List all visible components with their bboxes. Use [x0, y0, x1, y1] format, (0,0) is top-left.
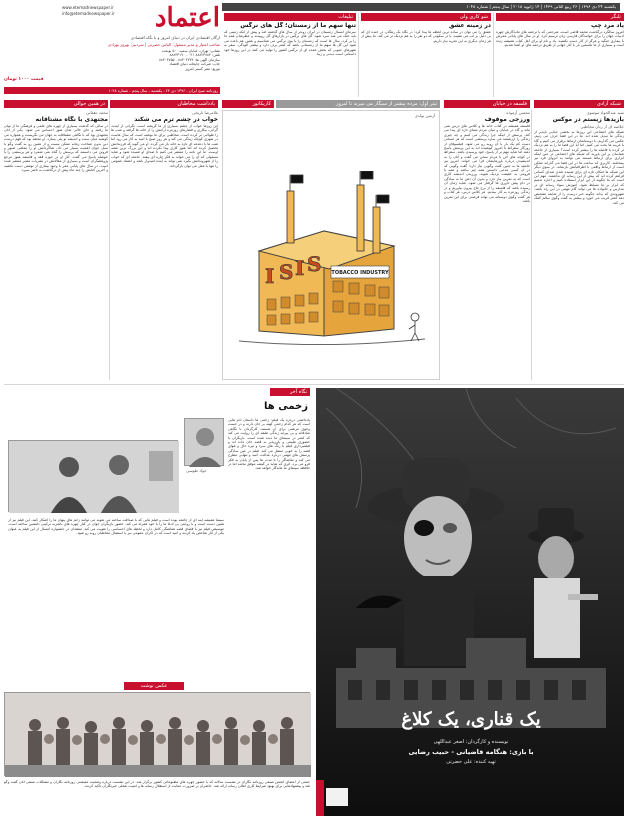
credit-line: تهیه کننده: علی حضرتی	[446, 759, 496, 765]
article-title[interactable]: تنها سهم ما از زمستان؛ گل های نرگس	[240, 22, 356, 29]
photo-icon	[9, 441, 179, 513]
section-label: تلنگر	[496, 13, 624, 21]
movie-poster	[316, 388, 624, 816]
cartoon-title: تیتر اول: مرده پیشتر از سیگار می میرند تا امروز	[276, 100, 440, 108]
article-body: شبکه های اجتماعی این روزها به بخشی جدایی ناپذیر از زندگی ما تبدیل شده اند. ما در این فضا حرف می زنیم، عکس می گذاریم، با دوستانمان ارتباط برقرار می کنیم و گاه با غریبه ها بحث می کنیم. اما آیا این فضا ما را به هم نزدیک تر کرده یا فاصله ها را بیشتر کرده است؟ بسیاری از جامعه شناسان بر این باورند که شبکه های اجتماعی در عین اینکه ابزاری برای ارتباط هستند می توانند به انزوای فرد نیز بینجامند. کاربری که ساعت ها در این فضا می گذراند ممکن است از ارتباط واقعی با اطرافیانش بازبماند. در سوی دیگر این شبکه ها امکان تازه ای برای شنیده شدن صدای کسانی فراهم کرده اند که پیش از این رسانه ای نداشتند. مهم این است که ما چگونه از این ابزار استفاده کنیم و اجازه ندهیم که ابزار بر ما مسلط شود. آموزش سواد رسانه ای در مدارس و خانواده ها می تواند گام مهمی در این راه باشد. شهروندی که بداند چگونه خبر درست را از شایعه تشخیص دهد کمتر فریب می خورد و بیشتر به گفت وگوی سالم کمک می کند.	[534, 130, 624, 205]
article-title[interactable]: در زمینه عشق	[448, 22, 491, 29]
photo-caption: جمعی از اعضای انجمن صنفی روزنامه نگاران در نشست سالانه که با حضور چهره های مطبوعاتی کشور برگزار شد. در این نشست درباره وضعیت معیشتی روزنامه نگاران و مشکلات صنفی آنان گفت وگو شد و پیشنهادهایی برای بهبود شرایط کاری اهالی رسانه ارائه شد. حاضران بر ضرورت حمایت از استقلال رسانه ها و امنیت شغلی خبرنگاران تاکید کردند.	[4, 780, 310, 789]
article-title[interactable]: بازیدها زیستم در موکس	[552, 116, 624, 123]
author-caption: جواد طوسی	[186, 468, 207, 473]
section-label: شو کاری ولی	[361, 13, 491, 21]
cartoon-box	[222, 110, 440, 380]
article-title[interactable]: یاد مرد چپ	[591, 22, 624, 29]
article-body: یادداشتی درباره یک فیلم: زخمی ها داستان آدم هایی است که هر کدام زخمی کهنه بر جان دارند و در جست وجوی مرهمی برای آن هستند. کارگردان با نگاهی صادقانه و بی پیرایه زندگی طبقه ای را روایت می کند که کمتر در سینمای ما دیده شده است. بازیگران با حضوری طبیعی و باورپذیر به قصه جان داده اند و فیلمبرداری فیلم با رنگ های سرد و تیره حال و هوای قصه را به خوبی منتقل می کند. فیلم در عین سادگی پرسش های مهمی درباره عدالت، امید و تنهایی مطرح می کند و تماشاگر را تا مدت ها پس از پایان به فکر فرو می برد. اثری که شاید در گیشه موفق نباشد اما در حافظه سینمای ما ماندگار خواهد شد.	[228, 418, 310, 471]
divider	[109, 110, 110, 380]
building-letter: I	[295, 256, 305, 280]
article-body: امروز سالگرد درگذشت محمد قاضی است، مترجمی که با ترجمه های ماندگارش چهره ادبیات جهان را برای خوانندگان فارسی زبان ترسیم کرد. او در سال های پایانی عمرش با بیماری جنگید و هرگز از کار دست نکشید. یاد و نام او برای اهل کتاب همیشه زنده است و بسیاری از ما نخستین بار با آثار جهانی از طریق ترجمه های او آشنا شدیم.	[496, 30, 624, 48]
contact-list	[4, 49, 220, 71]
contact-line: نشانی: تهران، خیابان سمیه ۵۰۰ نوبخت	[161, 49, 220, 53]
negah-section	[4, 388, 310, 678]
article-body: عشق را می توان در ساده ترین لحظه ها پیدا کرد؛ در نگاه یک رهگذر، در خنده ای که بی دلیل بر لب می نشیند، یا در سکوتی که دو نفر را به هم نزدیک تر می کند. ما بیش از هر زمان دیگری به این تجربه نیاز داریم.	[361, 30, 491, 43]
building-letter: I	[265, 264, 275, 288]
poster-title: یک قناری، یک کلاغ	[401, 709, 541, 730]
website[interactable]: www.etemadnewspaper.ir	[62, 5, 114, 10]
slogan: ارگان اقتصادی ایران در دنیای امروز و با نگاه اقتصادی	[130, 35, 220, 40]
article-hamin	[4, 110, 108, 380]
logo: اعتماد	[154, 3, 220, 33]
section-label: نگاه آخر	[270, 388, 310, 396]
group-photo	[4, 692, 310, 776]
credit-line: با بازی: هنگامه قاضیانی - حبیب رضایی	[408, 748, 534, 756]
poster-logo	[326, 788, 348, 806]
section-label-hamin: در همین حوالی	[4, 100, 108, 108]
article-body: سرمای امسال زمستان در ایران زودتر از سال های گذشته آمد و پیش از آنکه زمینی که باید خنک می شد سرد شود، گل های نرگس در بازارهای گل روییدند و عطرشان همه جا را پر کرد. سال ها است که زمستان را با بوی نرگس می شناسیم و همین هم باعث می شود این گل ها سهم ما از زمستانی باشد که کمتر برف دارد و بیشتر آلودگی. سفر به شهرهای جنوبی که بخش عمده ای از نرگس کشور را تولید می کنند در این روزها خود داستانی است دیدنی و زیبا.	[224, 30, 356, 57]
article-title[interactable]: خواب در چشم ترم می شکند	[134, 116, 218, 123]
poster-credits	[356, 738, 586, 767]
article-body: این روزها خواب از چشم بسیاری از ما گریخته است. نگرانی از آینده، گرانی، بیکاری و فشارهای روزمره آرامش را از خانه ها گرفته و شب ها را طولانی تر کرده است. مخاطبی برای ما نوشته است که سال هاست در شهری کوچک زندگی می کند و هر روز صبح با امید به کار می رود اما شب ها با دغدغه ای تازه به خانه باز می گردد. او می گوید که فرزندانش تحصیل کرده اند اما هنوز کاری پیدا نکرده اند و این بزرگ ترین غصه اوست. ما این نامه را منتشر می کنیم تا صدای او شنیده شود و شاید مسئولی که آن را می خواند به فکر چاره ای بیفتد. جامعه ای که خواب را از شهروندانش بگیرد نمی تواند به آینده امیدوار باشد و اعتماد عمومی را تنها با عمل می توان بازگرداند.	[111, 124, 218, 168]
author-portrait	[184, 418, 224, 466]
date-strip: روزنامه صبح ایران - ۱۳۹۶ دی ۲۴ - یکشنبه - سال پنجم - شماره ۱۰۴۸	[4, 87, 220, 94]
logo-block	[4, 3, 220, 93]
portrait-icon	[185, 419, 225, 467]
top-col-2	[361, 13, 491, 97]
article-title[interactable]: ورزجی موقوف	[484, 116, 530, 123]
byline: محسن آزموده	[506, 110, 530, 115]
divider	[358, 13, 359, 97]
article-body: فلسفه همیشه در کتاب خانه ها و کلاس های درس نمی ماند و گاه در خیابان و میان مردم معنای تازه ای پیدا می کند. پرسش از اینکه چرا زندگی می کنیم و چه چیزی زندگی را ارزشمند می سازد پرسشی است که هر انسانی دست کم یک بار با آن روبه رو می شود. فیلسوفان از روزگار سقراط تا امروز کوشیده اند به این پرسش پاسخ دهند اما شاید مهم تر از پاسخ، خود پرسیدن باشد. سقراط در کوچه های آتن با مردم سخن می گفت و آنان را به اندیشیدن درباره باورهایشان فرا می خواند. امروز نیز جامعه ما به چنین گفت وگویی نیاز دارد؛ گفت وگویی که در آن کسی مدعی دانستن همه چیز نباشد و همه با فروتنی به حقیقت نزدیک شوند. ورزیدن اندیشه کاری است که به تمرین نیاز دارد و بدون آن ذهن ما به سادگی در دام پیش داوری ها گرفتار می شود. شاید زمان آن رسیده باشد که فلسفه را از برج عاج بیرون بیاوریم و در زندگی روزمره به کار ببندیم. هر کلاس درس، هر کتاب و هر گفت وگوی دوستانه می تواند فرصتی برای این تمرین باشد.	[444, 124, 530, 203]
price: قیمت ۱۰۰۰ تومان	[4, 77, 44, 82]
cartoon-illustration	[229, 171, 433, 361]
masthead	[0, 0, 630, 100]
masthead-top-strip: یکشنبه ۲۴ دی ۱۳۹۶ | ۲۶ ربیع الثانی ۱۴۳۹ | ۱۴ ژانویه ۲۰۱۸ | سال پنجم | شماره ۱۰۴۸	[222, 3, 620, 11]
section-label-falsafe: فلسفه در خیابان	[444, 100, 530, 108]
cartoon-author: آرمین بولدی	[414, 113, 435, 118]
article-falsafe	[444, 110, 530, 380]
top-col-3	[496, 13, 624, 97]
article-yaddasht	[111, 110, 218, 380]
building-letter: S	[307, 252, 322, 276]
section-label: عکس نوشت	[124, 682, 184, 690]
contact-line: تلفن: ۸۸۸۲۳۷۸۴ ۰۲۱ - ۸۸۸۳۳۱۹۰	[169, 53, 220, 58]
contact-line: سازمان آگهی ها: ۸۸۳۰۴۲۷۳ - ۸۸۳۰۴۷۵۵	[159, 57, 220, 62]
byline: غلامرضا تاریخی	[191, 110, 218, 115]
group-photo-image	[5, 693, 311, 777]
section-label-shabake: شبکه آزادی	[534, 100, 624, 108]
top-col-1	[224, 13, 356, 97]
building-sign: TOBACCO INDUSTRY	[331, 270, 389, 276]
article-title[interactable]: زخمی ها	[264, 401, 308, 412]
byline: سید عبدالجواد موسوی	[586, 110, 624, 115]
article-title[interactable]: مجتهدی با نگاه مشتاقانه	[35, 116, 108, 123]
section-label: تبلیغات	[224, 13, 356, 21]
publisher-line: صاحب امتیاز و مدیر مسئول: الیاس حضرتی | سردبیر: بهروز بهزادی	[107, 42, 220, 47]
article-photo	[8, 440, 178, 512]
article-body-secondary: سینما همیشه آینه ای از جامعه بوده است و فیلم هایی که با صداقت ساخته می شوند می توانند زخم های پنهان ما را آشکار کنند. این فیلم نیز از همین دست است و با روایتی بی ادعا ما را با خود همراه می کند. حضور بازیگران جوان در کنار چهره های باتجربه ترکیبی دلنشین ساخته است. موسیقی فیلم نیز با فضای قصه هماهنگی کامل دارد و لحظه های احساسی را تقویت می کند. منتقدان در جشنواره امسال از این فیلم به عنوان یکی از آثار شاخص یاد کردند و امید است که در اکران عمومی نیز با استقبال مخاطبان روبه رو شود.	[8, 518, 224, 536]
photo-section	[4, 682, 310, 816]
divider	[493, 13, 494, 97]
byline: محمد دهقانی	[86, 110, 108, 115]
divider	[531, 110, 532, 380]
section-label-cartoon: کاریکاتور	[222, 100, 274, 108]
contact-line: چاپ: شرکت چاپخانه دنیای اقتصاد	[169, 62, 220, 67]
contact-line: توزیع: نشر گستر امروز	[185, 66, 220, 71]
article-subtitle: خلاصه ای از زبان مخاطبی	[580, 124, 624, 129]
article-shabake	[534, 110, 624, 380]
article-body: در سالی که گذشت بسیاری از چهره های علمی و فرهنگی ما از میان ما رفتند و جای خالی شان هنوز احساس می شود. یکی از آنان مجتهدی بود که با نگاهی مشتاقانه به جهان می نگریست و همواره می کوشید میان سنت و اندیشه نو پلی بسازد. او معتقد بود که فهم درست دین بدون شناخت زمانه ممکن نیست و از همین رو به گفت وگو با نسل جوان اهمیت بسیار می داد. شاگردانش او را معلمی صبور و فروتن می دانستند که پرسش را گناه نمی شمرد و هر پرسشی را با حوصله پاسخ می گفت. آثار او در حوزه فقه و فلسفه هنوز مرجع پژوهشگران است و بسیاری از مقالاتش در نشریات معتبر منتشر شده است. در سال های پایانی عمر با وجود بیماری از نوشتن دست نکشید و آخرین کتابش را چند ماه پیش از درگذشت به ناشر سپرد.	[4, 124, 108, 173]
section-divider	[4, 384, 624, 385]
email[interactable]: info@etemadnewspaper.ir	[62, 11, 115, 16]
section-label-yaddasht: یادداشت مخاطبان	[110, 100, 218, 108]
credit-line: نویسنده و کارگردان: اصغر عبداللهی	[433, 739, 509, 745]
building-letter: S	[279, 260, 294, 284]
